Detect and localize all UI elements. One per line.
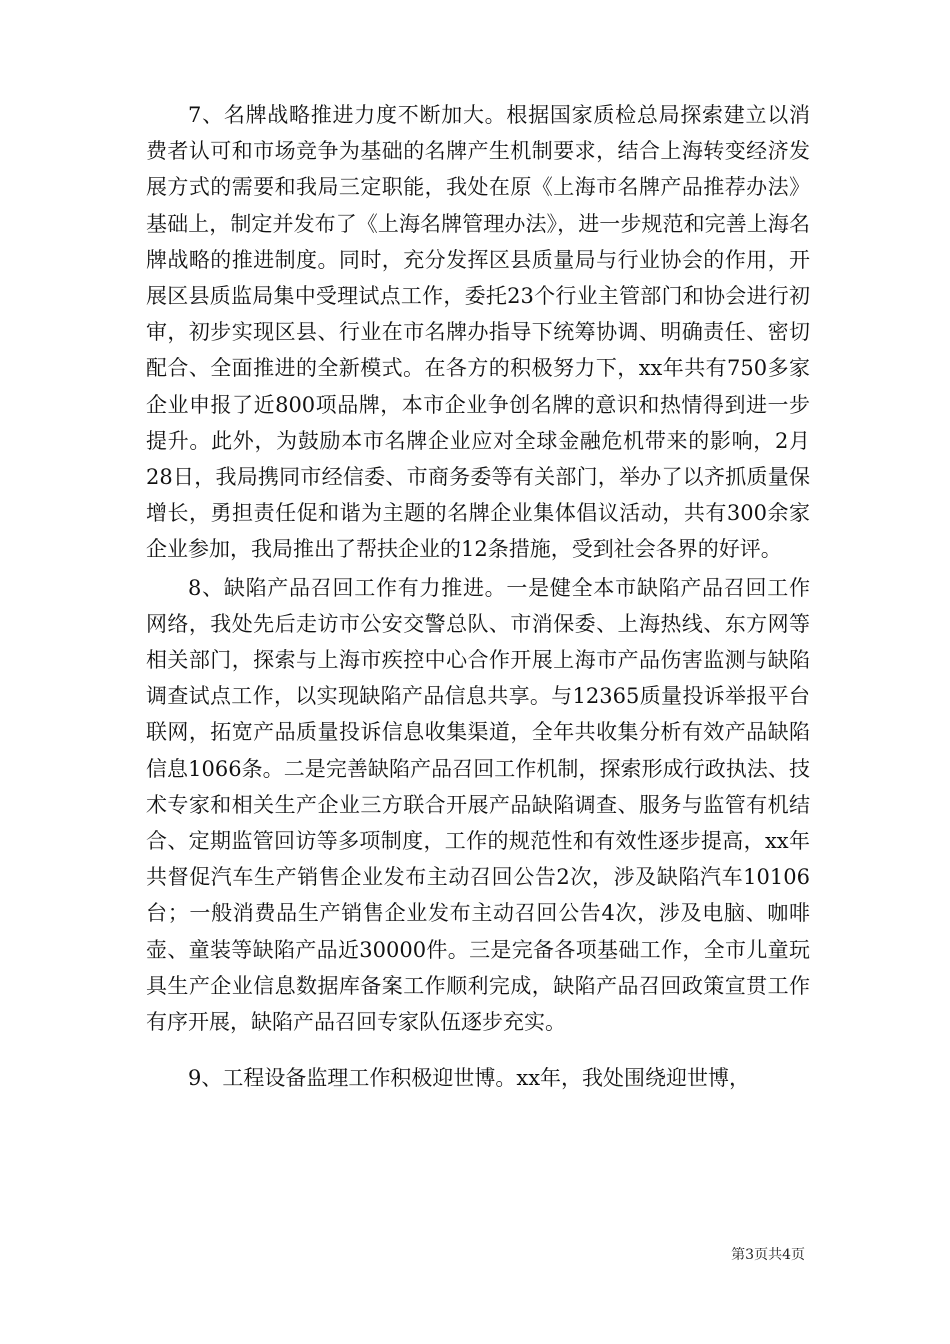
paragraph-brand-strategy: 7、名牌战略推进力度不断加大。根据国家质检总局探索建立以消费者认可和市场竞争为基础的名牌产生机制要求，结合上海转变经济发展方式的需要和我局三定职能，我处在原《上海市名牌产品推荐办法》基础上，制定并发布了《上海名牌管理办法》，进一步规范和完善上海名牌战略的推进制度。同时，充分发挥区县质量局与行业协会的作用，开展区县质监局集中受理试点工作，委托23个行业主管部门和协会进行初审，初步实现区县、行业在市名牌办指导下统筹协调、明确责任、密切配合、全面推进的全新模式。在各方的积极努力下，xx年共有750多家企业申报了近800项品牌，本市企业争创名牌的意识和热情得到进一步提升。此外，为鼓励本市名牌企业应对全球金融危机带来的影响，2月28日，我局携同市经信委、市商务委等有关部门，举办了以齐抓质量保增长，勇担责任促和谐为主题的名牌企业集体倡议活动，共有300余家企业参加，我局推出了帮扶企业的12条措施，受到社会各界的好评。 xyxy=(146,103,810,562)
paragraph-defective-product-recall: 8、缺陷产品召回工作有力推进。一是健全本市缺陷产品召回工作网络，我处先后走访市公安交警总队、市消保委、上海热线、东方网等相关部门，探索与上海市疾控中心合作开展上海市产品伤害监测与缺陷调查试点工作，以实现缺陷产品信息共享。与12365质量投诉举报平台联网，拓宽产品质量投诉信息收集渠道，全年共收集分析有效产品缺陷信息1066条。二是完善缺陷产品召回工作机制，探索形成行政执法、技术专家和相关生产企业三方联合开展产品缺陷调查、服务与监管有机结合、定期监管回访等多项制度，工作的规范性和有效性逐步提高，xx年共督促汽车生产销售企业发布主动召回公告2次，涉及缺陷汽车10106台；一般消费品生产销售企业发布主动召回公告4次，涉及电脑、咖啡壶、童装等缺陷产品近30000件。三是完备各项基础工作，全市儿童玩具生产企业信息数据库备案工作顺利完成，缺陷产品召回政策宣贯工作有序开展，缺陷产品召回专家队伍逐步充实。 xyxy=(146,575,810,1035)
document-body xyxy=(146,97,810,1096)
paragraph-equipment-supervision: 9、工程设备监理工作积极迎世博。xx年，我处围绕迎世博， xyxy=(188,1066,751,1091)
page-number: 第3页共4页 xyxy=(731,1247,805,1263)
